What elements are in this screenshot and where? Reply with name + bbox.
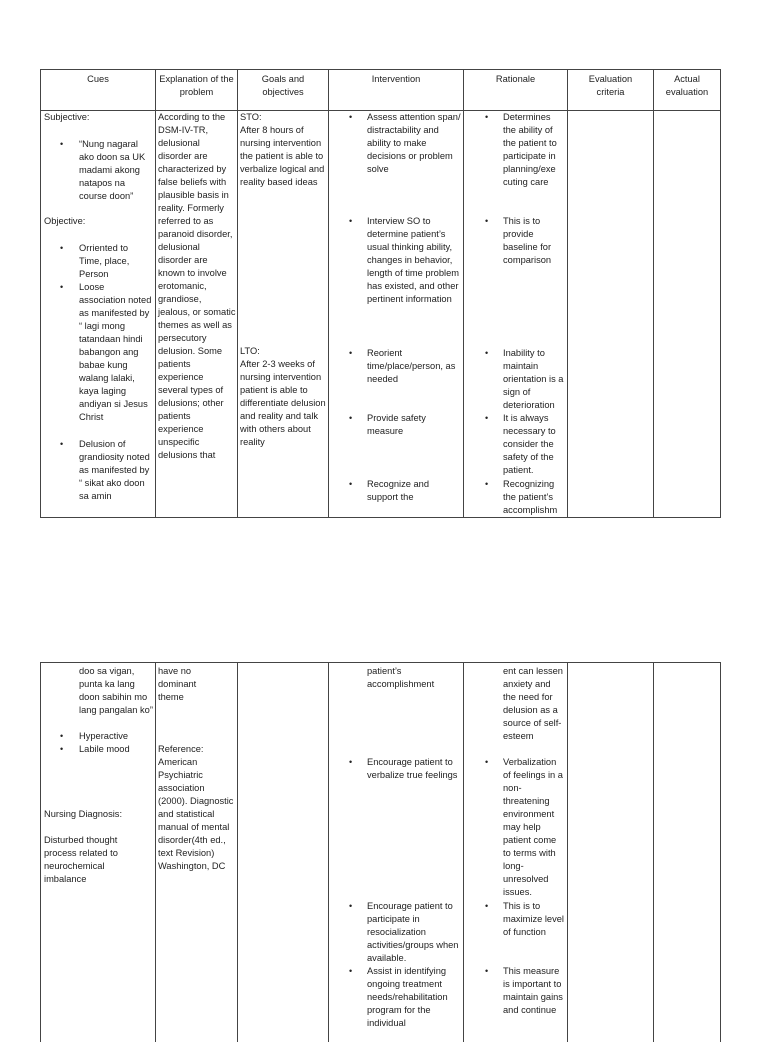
cell-cues: doo sa vigan, punta ka lang doon sabihin mo lang pangalan ko” • Hyperactive • Labile mood Nursing Diagnosis: Disturbed thought process related to neurochemical imbalance [41,663,156,1042]
bullet-icon: • [60,139,64,149]
bullet-icon: • [60,243,64,253]
list-item: • “Nung nagaral ako doon sa UK madami akong natapos na course doon” [60,139,146,201]
header-cues: Cues [41,70,156,110]
cell-explanation: According to the DSM-IV-TR, delusional disorder are characterized by false beliefs with plausible basis in reality. Formerly referred to as paranoid disorder, delusional disorder are known to involve erotomanic, grandiose, jealous, or somatic themes as well as persecutory delusion. Some patients experience several types of delusions; other patients experience unspecific delusions that [156,111,238,517]
cell-rationale [464,111,568,517]
cell-rationale: ent can lessen anxiety and the need for delusion as a source of self-esteem • Verbalization of feelings in a non-threatening environment may help patient come to terms with long-unresolved issues. • This is to maximize level of function • This measure is important to maintain gains and continue [464,663,568,1042]
list-item: • Interview SO to determine patient’s usual thinking ability, changes in behavior, length of time problem has existed, and other pertinent information [349,216,459,304]
list-item: • Assess attention span/ distractability and ability to make decisions or problem solve [349,112,461,174]
bullet-icon: • [349,348,353,358]
bullet-icon: • [349,757,353,767]
cell-intervention: patient’s accomplishment • Encourage patient to verbalize true feelings • Encourage patient to participate in resocialization activities/groups when available. • Assist in identifying ongoing treatment needs/rehabilitation program for the individual [329,663,464,1042]
bullet-icon: • [60,731,64,741]
bullet-icon: • [485,901,489,911]
bullet-icon: • [349,216,353,226]
list-item: • This measure is important to maintain gains and continue [485,966,563,1015]
list-item: • This is to maximize level of function [485,901,564,937]
header-evaluation-criteria: Evaluation criteria [568,70,654,110]
list-item: • Recognize and support the [349,479,430,502]
bullet-icon: • [485,966,489,976]
list-item: • Provide safety measure [349,413,426,436]
cell-intervention [329,111,464,517]
cell-goals [238,663,329,1042]
cell-evaluation-criteria [568,663,654,1042]
list-item: • Loose association noted as manifested by “ lagi mong tatandaan hindi babangon ang babae kung walang lalaki, kaya laging andiyan si Jesus Christ [60,282,152,422]
list-item: • Recognizing the patient’s accomplishm [485,479,558,515]
list-item: • Verbalization of feelings in a non-threatening environment may help patient come to terms with long-unresolved issues. [485,757,563,897]
reference: Reference: American Psychiatric association (2000). Diagnostic and statistical manual of mental disorder(4th ed., text Revision) Washington, DC [158,744,234,871]
cell-explanation: have no dominant theme Reference: American Psychiatric association (2000). Diagnostic and statistical manual of mental disorder(4th ed., text Revision) Washington, DC [156,663,238,1042]
bullet-icon: • [485,112,489,122]
header-row [41,70,720,110]
sto-block: STO: After 8 hours of nursing intervention the patient is able to verbalize logical and reality based ideas [240,112,325,187]
cell-goals [238,111,329,517]
header-goals: Goals and objectives [238,70,329,110]
care-plan-table-page1 [40,69,721,518]
list-item: • Reorient time/place/person, as needed [349,348,456,384]
bullet-icon: • [485,757,489,767]
bullet-icon: • [349,112,353,122]
bullet-icon: • [60,744,64,754]
list-item: • This is to provide baseline for comparison [485,216,552,265]
cell-cues [41,111,156,517]
list-item: • Orriented to Time, place, Person [60,243,130,279]
list-item: • Assist in identifying ongoing treatment needs/rehabilitation program for the individual [349,966,448,1028]
cell-evaluation-criteria [568,111,654,517]
bullet-icon: • [349,966,353,976]
list-item: • Determines the ability of the patient to participate in planning/exe cuting care [485,112,557,187]
bullet-icon: • [349,413,353,423]
nursing-diagnosis-label: Nursing Diagnosis: [44,809,123,819]
cell-actual-evaluation [654,663,720,1042]
header-intervention: Intervention [329,70,464,110]
header-rationale: Rationale [464,70,568,110]
list-item: • Encourage patient to verbalize true feelings [349,757,458,780]
bullet-icon: • [60,282,64,292]
list-item: • Labile mood [60,744,130,754]
care-plan-table-page2 [40,662,721,1042]
nursing-diagnosis: Disturbed thought process related to neurochemical imbalance [44,835,118,884]
bullet-icon: • [349,901,353,911]
header-actual-evaluation: Actual evaluation [665,74,709,97]
objective-label: Objective: [44,216,86,226]
bullet-icon: • [485,348,489,358]
bullet-icon: • [485,216,489,226]
bullet-icon: • [349,479,353,489]
body-row [41,111,720,517]
lto-block: LTO: After 2-3 weeks of nursing intervention patient is able to differentiate delusion and reality and talk with others about reality [240,346,326,447]
list-item: • Inability to maintain orientation is a sign of deterioration [485,348,564,410]
bullet-icon: • [485,479,489,489]
cell-actual-evaluation [654,111,720,517]
list-item: • Encourage patient to participate in resocialization activities/groups when available. [349,901,459,963]
list-item: • Delusion of grandiosity noted as manifested by “ sikat ako doon sa amin [60,439,150,501]
header-explanation: Explanation of the problem [156,70,238,110]
bullet-icon: • [60,439,64,449]
bullet-icon: • [485,413,489,423]
list-item: • It is always necessary to consider the safety of the patient. [485,413,556,475]
body-row-continued [41,663,720,1042]
list-item: • Hyperactive [60,731,129,741]
subjective-label: Subjective: [44,112,90,122]
